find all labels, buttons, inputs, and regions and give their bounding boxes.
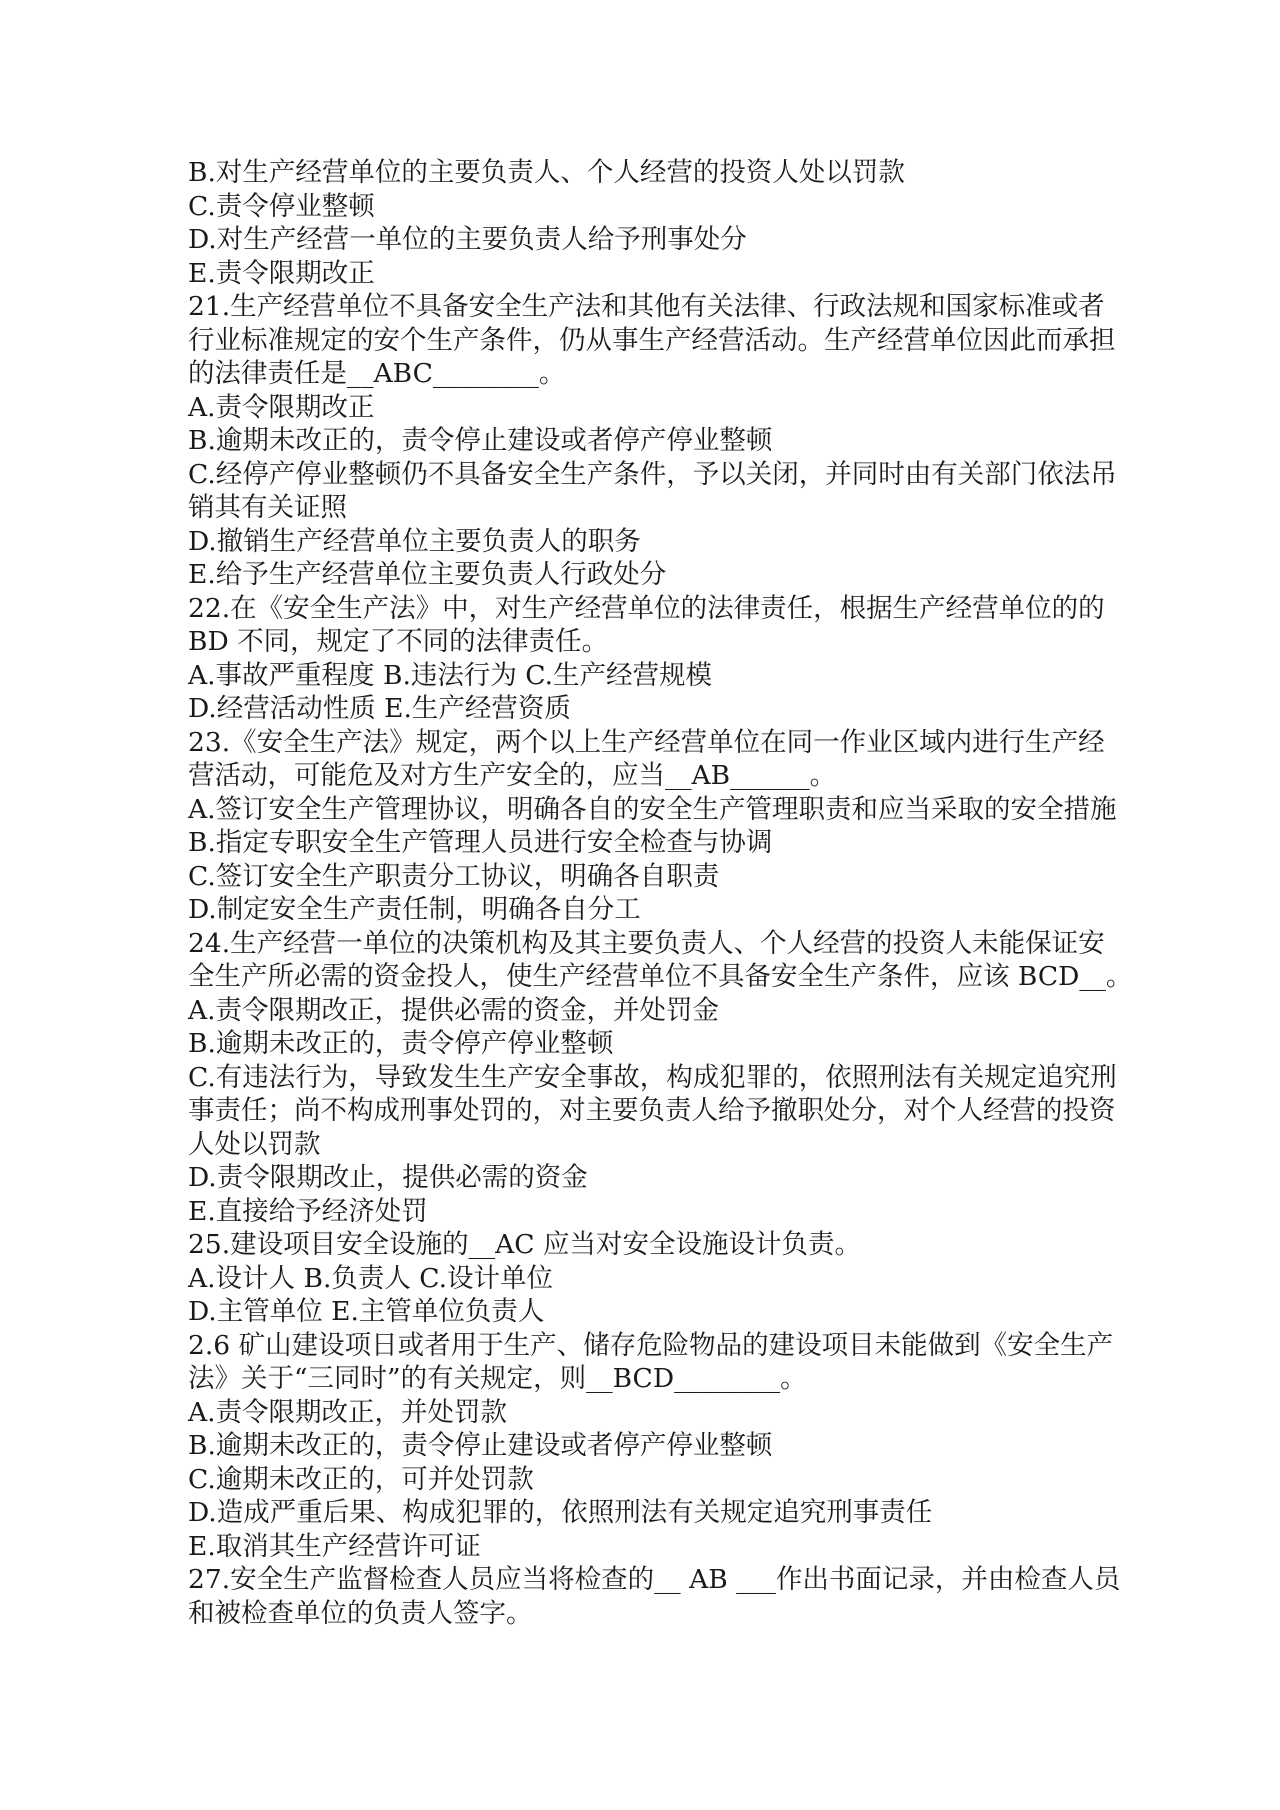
text-line: 的法律责任是__ABC________。 (188, 358, 566, 389)
text-line: D.经营活动性质 E.生产经营资质 (188, 693, 571, 724)
text-line: 营活动，可能危及对方生产安全的，应当__AB______。 (188, 760, 837, 791)
text-line: D.责令限期改止，提供必需的资金 (188, 1162, 588, 1193)
text-line: A.签订安全生产管理协议，明确各自的安全生产管理职责和应当采取的安全措施 (188, 793, 1117, 825)
text-line: 21.生产经营单位不具备安全生产法和其他有关法律、行政法规和国家标准或者 (188, 291, 1105, 322)
text-line: C.有违法行为，导致发生生产安全事故，构成犯罪的，依照刑法有关规定追究刑 (188, 1061, 1117, 1093)
text-line: B.逾期未改正的，责令停产停业整顿 (188, 1028, 614, 1059)
text-line: D.主管单位 E.主管单位负责人 (188, 1296, 545, 1327)
text-line: A.设计人 B.负责人 C.设计单位 (188, 1262, 554, 1294)
text-line: 行业标准规定的安个生产条件，仍从事生产经营活动。生产经营单位因此而承担 (188, 324, 1116, 356)
text-line: 23.《安全生产法》规定，两个以上生产经营单位在同一作业区域内进行生产经 (188, 726, 1105, 758)
text-line: 人处以罚款 (188, 1128, 321, 1160)
text-line: BD 不同，规定了不同的法律责任。 (188, 626, 609, 657)
text-line: A.责令限期改正，提供必需的资金，并处罚金 (188, 994, 720, 1026)
text-line: D.撤销生产经营单位主要负责人的职务 (188, 525, 641, 557)
text-line: 法》关于“三同时”的有关规定，则__BCD________。 (188, 1363, 807, 1394)
document-page (188, 156, 1133, 1630)
text-line: B.逾期未改正的，责令停止建设或者停产停业整顿 (188, 1430, 773, 1461)
text-line: D.造成严重后果、构成犯罪的，依照刑法有关规定追究刑事责任 (188, 1497, 933, 1528)
text-line: 销其有关证照 (188, 492, 347, 523)
text-line: 和被检查单位的负责人签字。 (188, 1597, 533, 1629)
text-line: E.责令限期改正 (188, 257, 375, 289)
text-line: 27.安全生产监督检查人员应当将检查的__ AB ___作出书面记录，并由检查人员 (188, 1564, 1121, 1595)
text-line: B.指定专职安全生产管理人员进行安全检查与协调 (188, 827, 773, 858)
text-line: B.对生产经营单位的主要负责人、个人经营的投资人处以罚款 (188, 157, 905, 188)
text-line: E.取消其生产经营许可证 (188, 1530, 481, 1562)
text-line: D.对生产经营一单位的主要负责人给予刑事处分 (188, 224, 747, 255)
text-line: A.责令限期改正 (188, 391, 375, 423)
text-line: C.签订安全生产职责分工协议，明确各自职责 (188, 860, 720, 892)
text-line: B.逾期未改正的，责令停止建设或者停产停业整顿 (188, 425, 773, 456)
text-line: D.制定安全生产责任制，明确各自分工 (188, 894, 641, 925)
text-line: C.逾期未改正的，可并处罚款 (188, 1463, 534, 1495)
text-line: E.直接给予经济处罚 (188, 1195, 428, 1227)
text-line: 24.生产经营一单位的决策机构及其主要负责人、个人经营的投资人未能保证安 (188, 927, 1105, 959)
text-line: C.经停产停业整顿仍不具备安全生产条件，予以关闭，并同时由有关部门依法吊 (188, 458, 1117, 490)
text-line: 22.在《安全生产法》中，对生产经营单位的法律责任，根据生产经营单位的的 (188, 592, 1105, 624)
text-line: 25.建设项目安全设施的__AC 应当对安全设施设计负责。 (188, 1229, 861, 1260)
text-line: 事责任；尚不构成刑事处罚的，对主要负责人给予撤职处分，对个人经营的投资 (188, 1095, 1116, 1126)
text-line: A.责令限期改正，并处罚款 (188, 1396, 508, 1428)
text-line: A.事故严重程度 B.违法行为 C.生产经营规模 (188, 659, 713, 691)
text-line: E.给予生产经营单位主要负责人行政处分 (188, 559, 667, 590)
text-line: C.责令停业整顿 (188, 190, 375, 222)
text-line: 2.6 矿山建设项日或者用于生产、储存危险物品的建设项目未能做到《安全生产 (188, 1329, 1114, 1361)
text-line: 全生产所必需的资金投人，使生产经营单位不具备安全生产条件，应该 BCD__。 (188, 961, 1133, 992)
